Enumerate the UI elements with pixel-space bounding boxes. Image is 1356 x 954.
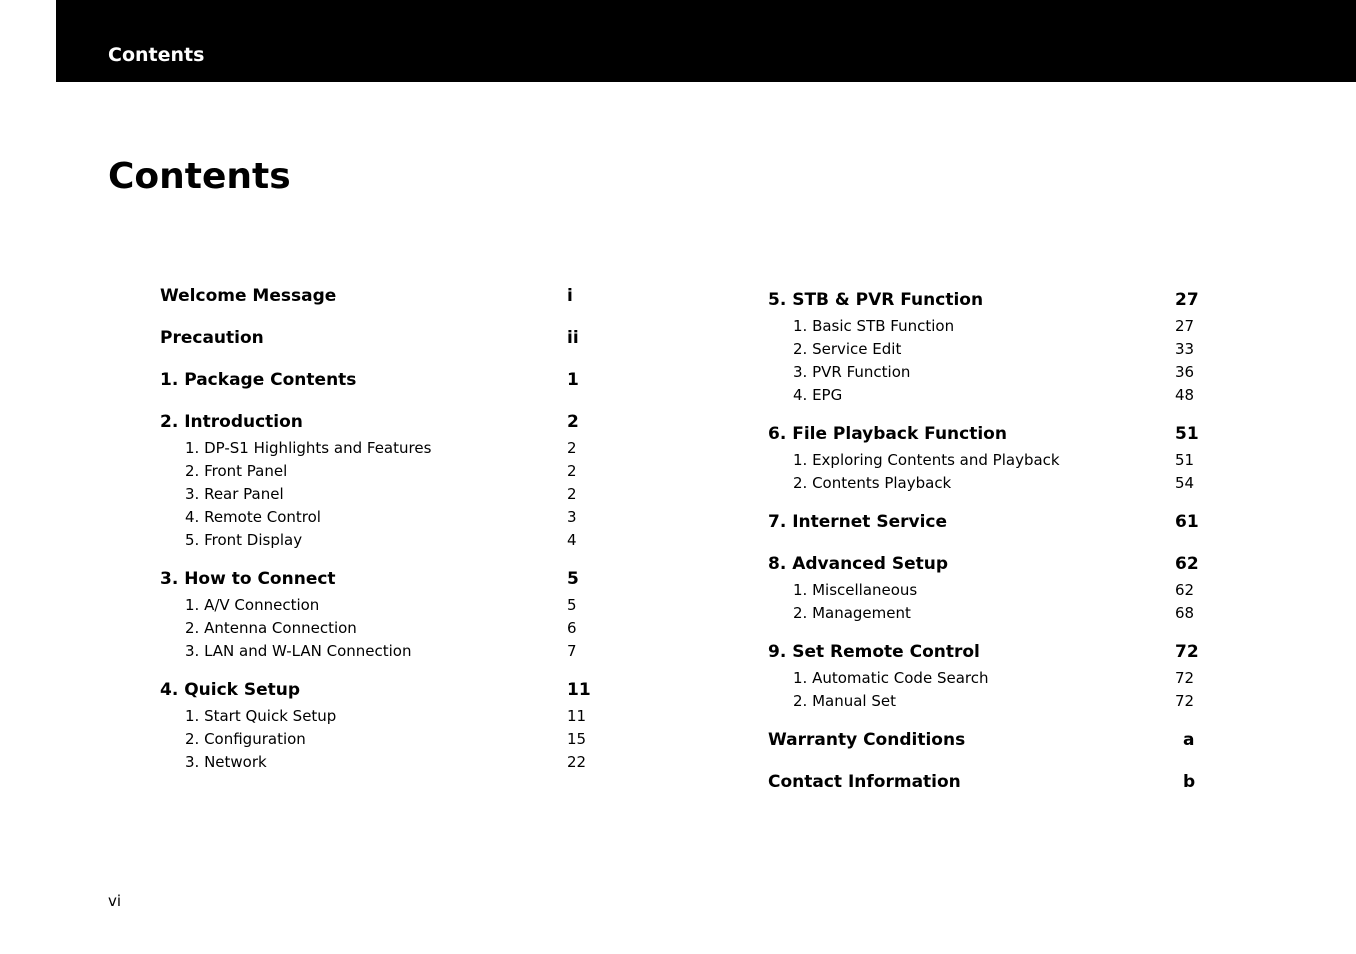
toc-section-title: 5. STB & PVR Function [768,290,984,310]
toc-section [768,287,1208,407]
toc-section-title: Welcome Message [160,286,337,306]
toc-section-title: 9. Set Remote Control [768,642,980,662]
toc-section-title: 7. Internet Service [768,512,948,532]
toc-section [160,367,600,393]
toc-subsection-entry[interactable] [160,437,600,460]
toc-section-entry[interactable] [768,639,1208,665]
toc-subsection-page: 48 [1175,386,1195,404]
toc-subsection-page: 27 [1175,317,1195,335]
toc-subsection-entry[interactable] [160,728,600,751]
toc-section-page: 51 [1175,424,1199,444]
toc-section [160,325,600,351]
header-bar [56,0,1356,82]
toc-section-title: 8. Advanced Setup [768,554,949,574]
toc-section-entry[interactable] [160,677,600,703]
toc-subsection-page: 15 [567,730,587,748]
toc-subsection-title: 2. Management [793,604,911,622]
toc-subsection-title: 2. Configuration [185,730,306,748]
toc-section-page: 11 [567,680,591,700]
toc-subsection-page: 2 [567,462,577,480]
toc-subsection-page: 4 [567,531,577,549]
toc-subsection-title: 2. Antenna Connection [185,619,357,637]
toc-subsection-entry[interactable] [160,506,600,529]
toc-subsection-title: 4. Remote Control [185,508,321,526]
toc-section [768,727,1208,753]
toc-subsection-entry[interactable] [768,690,1208,713]
toc-section-entry[interactable] [768,421,1208,447]
toc-section [160,283,600,309]
toc-subsection-entry[interactable] [160,705,600,728]
toc-section-title: 4. Quick Setup [160,680,301,700]
toc-subsection-title: 1. Miscellaneous [793,581,918,599]
toc-subsection-title: 1. Start Quick Setup [185,707,337,725]
toc-subsection-page: 72 [1175,692,1195,710]
toc-subsection-entry[interactable] [160,617,600,640]
toc-subsection-title: 5. Front Display [185,531,303,549]
toc-subsection-title: 2. Manual Set [793,692,896,710]
toc-subsection-list [160,594,600,663]
toc-subsection-page: 22 [567,753,587,771]
toc-subsection-entry[interactable] [768,602,1208,625]
toc-subsection-entry[interactable] [768,361,1208,384]
toc-subsection-entry[interactable] [768,449,1208,472]
toc-section-page: 5 [567,569,579,589]
toc-section-entry[interactable] [768,509,1208,535]
toc-left-column [160,283,600,788]
toc-subsection-page: 6 [567,619,577,637]
toc-section-page: 1 [567,370,579,390]
toc-subsection-entry[interactable] [768,472,1208,495]
toc-subsection-page: 3 [567,508,577,526]
toc-subsection-list [160,705,600,774]
toc-section-page: 61 [1175,512,1199,532]
toc-subsection-title: 1. Exploring Contents and Playback [793,451,1060,469]
toc-subsection-entry[interactable] [768,384,1208,407]
toc-section-entry[interactable] [768,769,1208,795]
toc-subsection-page: 72 [1175,669,1195,687]
toc-subsection-page: 11 [567,707,587,725]
toc-subsection-page: 54 [1175,474,1195,492]
toc-section [160,677,600,774]
toc-section-page: ii [567,328,579,348]
toc-section-page: 27 [1175,290,1199,310]
toc-subsection-page: 36 [1175,363,1195,381]
toc-subsection-entry[interactable] [768,579,1208,602]
toc-section-entry[interactable] [768,551,1208,577]
toc-subsection-page: 7 [567,642,577,660]
toc-subsection-title: 1. Automatic Code Search [793,669,989,687]
toc-section-title: Precaution [160,328,264,348]
toc-section-entry[interactable] [160,409,600,435]
toc-subsection-entry[interactable] [160,594,600,617]
toc-subsection-title: 3. LAN and W-LAN Connection [185,642,412,660]
toc-subsection-list [768,667,1208,713]
toc-subsection-page: 5 [567,596,577,614]
toc-section [768,551,1208,625]
toc-subsection-title: 3. PVR Function [793,363,911,381]
toc-subsection-page: 68 [1175,604,1195,622]
toc-subsection-entry[interactable] [160,529,600,552]
toc-subsection-title: 1. A/V Connection [185,596,320,614]
toc-subsection-page: 51 [1175,451,1195,469]
toc-section [768,509,1208,535]
toc-subsection-page: 2 [567,439,577,457]
toc-subsection-list [768,315,1208,407]
toc-section-entry[interactable] [160,367,600,393]
toc-subsection-title: 1. Basic STB Function [793,317,955,335]
toc-section-entry[interactable] [160,283,600,309]
toc-subsection-entry[interactable] [160,460,600,483]
toc-subsection-entry[interactable] [768,315,1208,338]
toc-section-page: 62 [1175,554,1199,574]
toc-subsection-entry[interactable] [160,483,600,506]
toc-section [768,639,1208,713]
page-number: vi [108,892,122,910]
toc-right-column [768,287,1208,811]
toc-section [160,566,600,663]
toc-subsection-title: 3. Rear Panel [185,485,284,503]
toc-section-title: 6. File Playback Function [768,424,1007,444]
toc-section [160,409,600,552]
toc-subsection-entry[interactable] [768,667,1208,690]
toc-subsection-list [160,437,600,552]
toc-section-entry[interactable] [768,287,1208,313]
toc-subsection-entry[interactable] [160,640,600,663]
toc-section-title: Contact Information [768,772,961,792]
toc-section [768,769,1208,795]
toc-section-title: 1. Package Contents [160,370,357,390]
toc-section-page: b [1183,772,1196,792]
toc-subsection-entry[interactable] [160,751,600,774]
toc-subsection-list [768,449,1208,495]
toc-subsection-title: 2. Service Edit [793,340,902,358]
toc-section-entry[interactable] [160,325,600,351]
toc-subsection-title: 3. Network [185,753,267,771]
toc-section-entry[interactable] [768,727,1208,753]
toc-section [768,421,1208,495]
toc-section-title: 3. How to Connect [160,569,336,589]
toc-section-page: 72 [1175,642,1199,662]
toc-section-title: 2. Introduction [160,412,303,432]
toc-section-entry[interactable] [160,566,600,592]
toc-subsection-page: 33 [1175,340,1195,358]
toc-subsection-title: 2. Contents Playback [793,474,952,492]
toc-subsection-page: 62 [1175,581,1195,599]
toc-section-page: i [567,286,573,306]
toc-subsection-page: 2 [567,485,577,503]
page-title: Contents [108,156,291,197]
toc-subsection-title: 2. Front Panel [185,462,288,480]
toc-subsection-title: 1. DP-S1 Highlights and Features [185,439,432,457]
toc-subsection-title: 4. EPG [793,386,843,404]
header-title: Contents [108,44,205,66]
toc-section-page: 2 [567,412,579,432]
toc-subsection-list [768,579,1208,625]
toc-subsection-entry[interactable] [768,338,1208,361]
toc-section-page: a [1183,730,1195,750]
toc-section-title: Warranty Conditions [768,730,966,750]
